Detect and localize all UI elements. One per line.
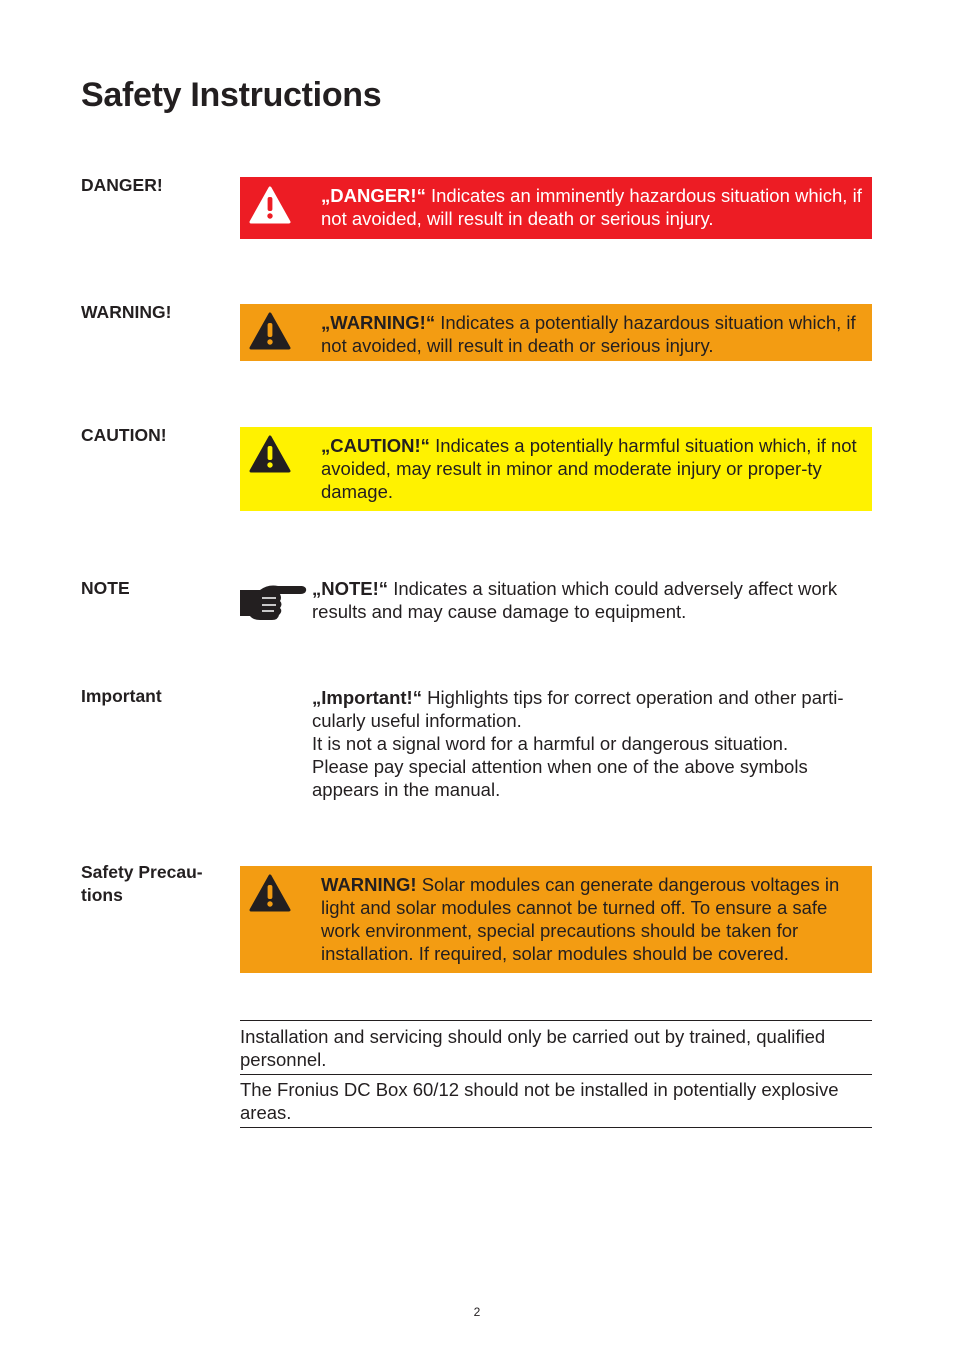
warning-triangle-icon [249,186,291,224]
warning-triangle-icon [249,312,291,350]
divider [240,1074,872,1075]
danger-text: Indicates an imminently hazardous situation which, if not avoided, will result in death or serious injury. [321,185,862,229]
safety-warning-text: Solar modules can generate dangerous voltages in light and solar modules cannot be turned off. To ensure a safe work environment, special precautions should be taken for installation. If required, solar modules should be covered. [321,874,840,964]
danger-keyword: „DANGER!“ [321,185,426,206]
divider [240,1020,872,1021]
note-label: NOTE [81,578,130,598]
page-title: Safety Instructions [81,76,382,114]
note-keyword: „NOTE!“ [312,578,389,599]
warning-keyword: „WARNING!“ [321,312,436,333]
caution-text: Indicates a potentially harmful situation which, if not avoided, may result in minor and moderate injury or proper-ty damage. [321,435,857,502]
warning-text: Indicates a potentially hazardous situation which, if not avoided, will result in death or serious injury. [321,312,856,356]
important-label: Important [81,686,162,706]
caution-box [240,427,872,511]
danger-box [240,177,872,239]
caution-keyword: „CAUTION!“ [321,435,430,456]
warning-triangle-icon [249,435,291,473]
page-number: 2 [473,1305,481,1319]
divider [240,1127,872,1128]
warning-label: WARNING! [81,302,172,322]
safety-warning-keyword: WARNING! [321,874,417,895]
important-keyword: „Important!“ [312,687,422,708]
danger-label: DANGER! [81,175,163,195]
important-line-2: It is not a signal word for a harmful or dangerous situation. [312,733,789,754]
important-text-block [312,686,872,801]
caution-label: CAUTION! [81,425,167,445]
precaution-row: The Fronius DC Box 60/12 should not be installed in potentially explosive areas. [240,1079,839,1123]
note-text-block [312,577,872,623]
warning-box [240,304,872,361]
warning-triangle-icon [249,874,291,912]
safety-warning-box [240,866,872,973]
important-text: Highlights tips for correct operation and other parti-cularly useful information. [312,687,844,731]
precaution-row: Installation and servicing should only be carried out by trained, qualified personnel. [240,1026,826,1070]
pointing-hand-icon [238,580,308,624]
important-line-3: Please pay special attention when one of the above symbols appears in the manual. [312,756,808,800]
note-text: Indicates a situation which could adversely affect work results and may cause damage to equipment. [312,578,838,622]
safety-precautions-label: Safety Precau-tions [81,862,203,905]
